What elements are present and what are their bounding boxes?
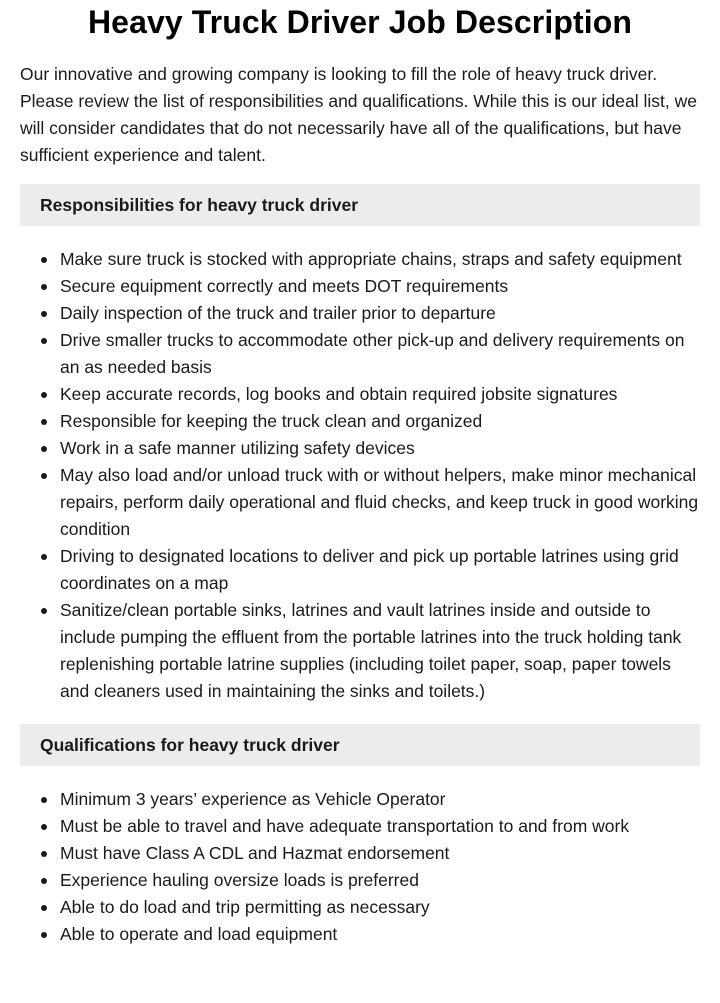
bullet-icon	[41, 473, 47, 479]
bullet-icon	[41, 932, 47, 938]
list-item-text: Able to do load and trip permitting as necessary	[60, 897, 430, 917]
qualifications-heading: Qualifications for heavy truck driver	[20, 724, 700, 766]
list-item	[20, 462, 700, 543]
bullet-icon	[41, 608, 47, 614]
list-item	[20, 894, 700, 921]
list-item-text: Minimum 3 years’ experience as Vehicle Operator	[60, 789, 446, 809]
list-item-text: Sanitize/clean portable sinks, latrines and vault latrines inside and outside to include pumping the effluent from the portable latrines into the truck holding tank replenishing portable latrine supplies (including toilet paper, soap, paper towels and cleaners used in maintaining the sinks and toilets.)	[60, 600, 682, 701]
list-item	[20, 381, 700, 408]
list-item	[20, 840, 700, 867]
list-item	[20, 408, 700, 435]
list-item	[20, 813, 700, 840]
list-item	[20, 786, 700, 813]
list-item	[20, 435, 700, 462]
responsibilities-list	[20, 246, 700, 705]
list-item-text: Drive smaller trucks to accommodate other pick-up and delivery requirements on an as needed basis	[60, 330, 685, 377]
responsibilities-heading: Responsibilities for heavy truck driver	[20, 184, 700, 226]
list-item	[20, 300, 700, 327]
list-item	[20, 327, 700, 381]
list-item-text: Must have Class A CDL and Hazmat endorsement	[60, 843, 450, 863]
list-item-text: Daily inspection of the truck and trailer prior to departure	[60, 303, 496, 323]
bullet-icon	[41, 554, 47, 560]
list-item-text: Responsible for keeping the truck clean and organized	[60, 411, 483, 431]
bullet-icon	[41, 257, 47, 263]
bullet-icon	[41, 284, 47, 290]
list-item-text: Driving to designated locations to deliver and pick up portable latrines using grid coordinates on a map	[60, 546, 679, 593]
qualifications-list	[20, 786, 700, 948]
bullet-icon	[41, 311, 47, 317]
list-item	[20, 273, 700, 300]
list-item-text: Work in a safe manner utilizing safety devices	[60, 438, 415, 458]
list-item-text: Secure equipment correctly and meets DOT requirements	[60, 276, 509, 296]
bullet-icon	[41, 419, 47, 425]
bullet-icon	[41, 824, 47, 830]
intro-paragraph: Our innovative and growing company is looking to fill the role of heavy truck driver. Please review the list of responsibilities and qualifications. While this is our ideal list, we will consider candidates that do not necessarily have all of the qualifications, but have sufficient experience and talent.	[20, 64, 697, 165]
list-item-text: Make sure truck is stocked with appropriate chains, straps and safety equipment	[60, 249, 682, 269]
list-item	[20, 597, 700, 705]
list-item	[20, 867, 700, 894]
bullet-icon	[41, 797, 47, 803]
page-title: Heavy Truck Driver Job Description	[87, 4, 633, 40]
bullet-icon	[41, 851, 47, 857]
list-item	[20, 543, 700, 597]
list-item-text: Able to operate and load equipment	[60, 924, 338, 944]
list-item-text: Must be able to travel and have adequate transportation to and from work	[60, 816, 630, 836]
list-item-text: Experience hauling oversize loads is preferred	[60, 870, 419, 890]
bullet-icon	[41, 338, 47, 344]
list-item-text: Keep accurate records, log books and obtain required jobsite signatures	[60, 384, 618, 404]
bullet-icon	[41, 446, 47, 452]
bullet-icon	[41, 392, 47, 398]
bullet-icon	[41, 878, 47, 884]
bullet-icon	[41, 905, 47, 911]
list-item-text: May also load and/or unload truck with or without helpers, make minor mechanical repairs, perform daily operational and fluid checks, and keep truck in good working condition	[60, 465, 699, 539]
list-item	[20, 921, 700, 948]
list-item	[20, 246, 700, 273]
